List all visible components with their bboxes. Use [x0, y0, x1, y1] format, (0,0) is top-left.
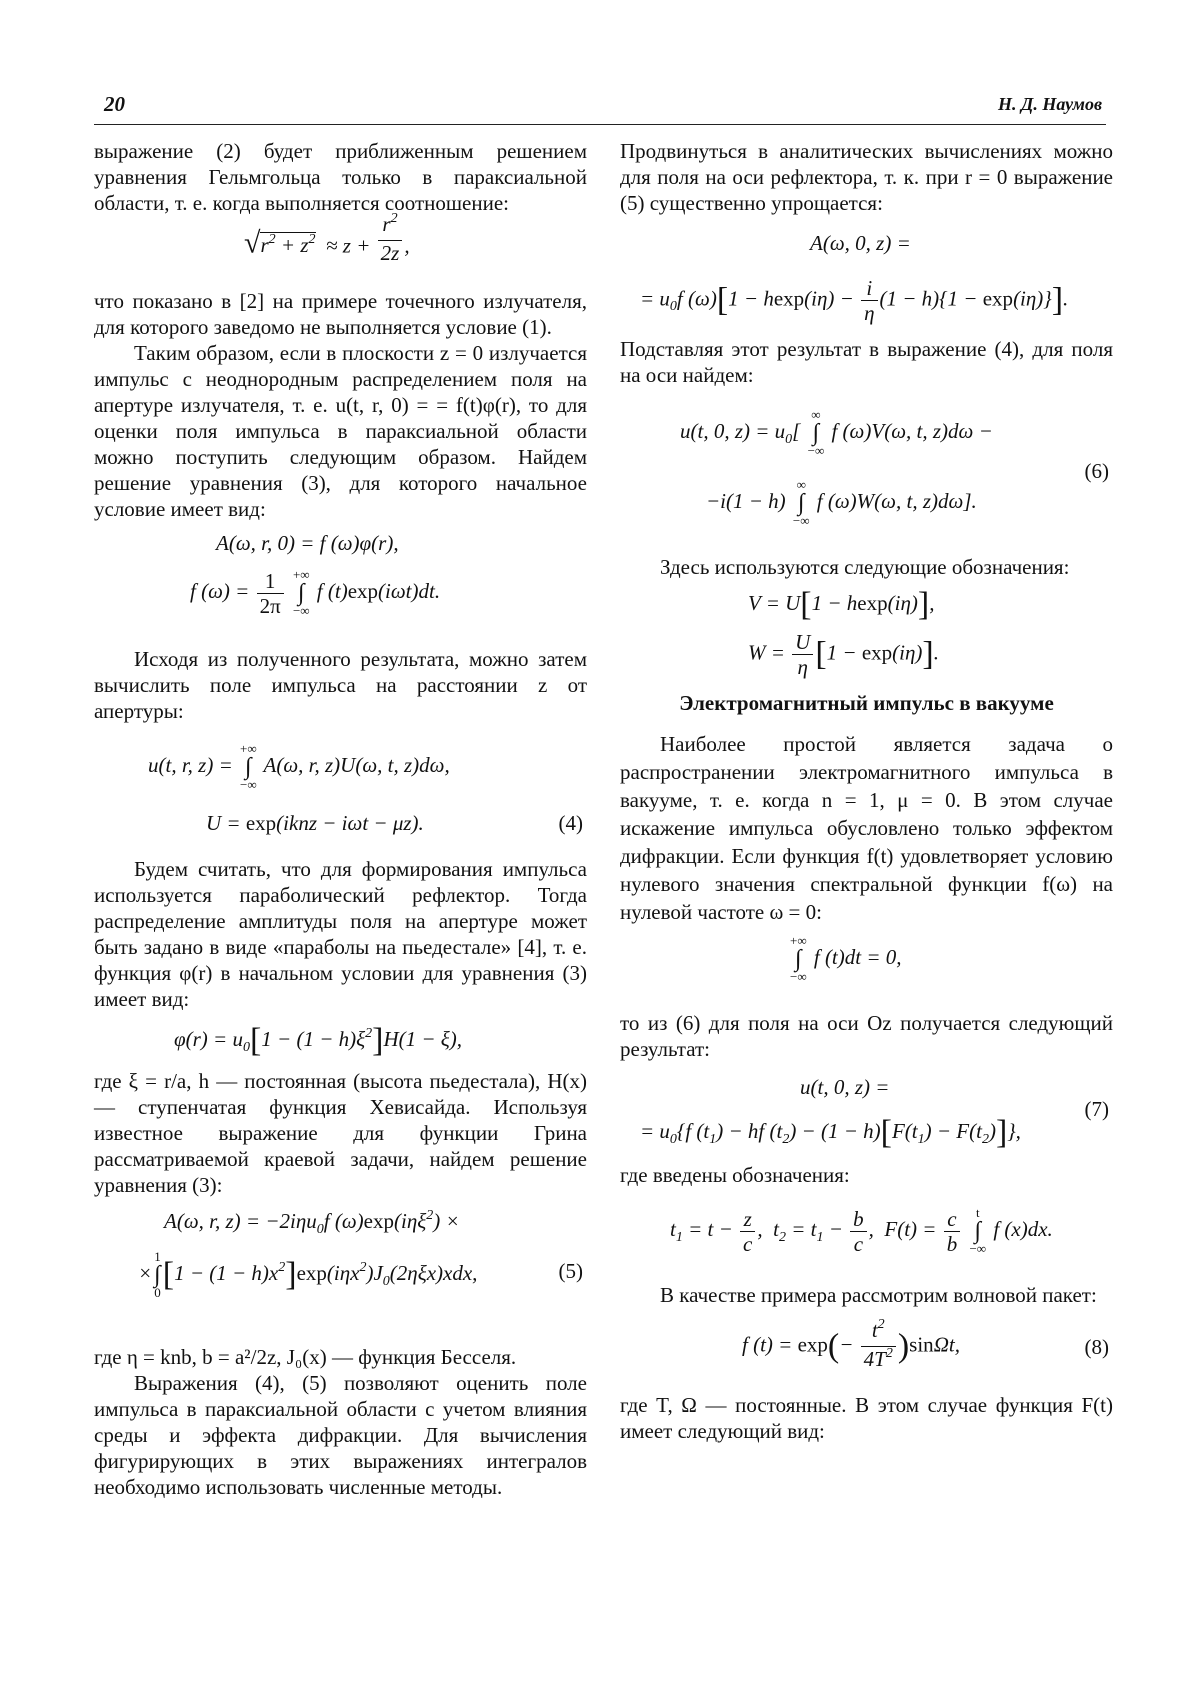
running-header	[94, 92, 1106, 124]
paragraph: Исходя из полученного результата, можно затем вычислить поле импульса на расстоянии z от апертуры:	[94, 647, 587, 723]
paragraph: где ξ = r/a, h — постоянная (высота пьедестала), H(x) — ступенчатая функция Хевисайда. Используя известное выражение для функции Грина рассматриваемой краевой задачи, найдем решение уравнения (3):	[94, 1069, 587, 1197]
equation-notation-vw: V = U[1 − hexp(iη)], W = $\frac{U}{\eta}$ [1 − exp(iη)].	[748, 586, 939, 679]
left-column	[94, 138, 587, 1500]
equation-t1-t2-F: $t_1 = t$ − $\frac{z}{c}$ , $t_2 = t_1$ − $\frac{b}{c}$ , F(t) = $\frac{c}{b}$ t ∫ −∞ f (x)dx.	[670, 1205, 1053, 1256]
paragraph: Подставляя этот результат в выражение (4), для поля на оси найдем:	[620, 337, 1113, 387]
equation-7: u(t, 0, z) = = $u_0\{f$ $(t_1)$ − hf $(t_2) - (1 - h)[F(t_1) - F(t_2)]$}, (7)	[640, 1075, 1109, 1152]
paragraph: где T, Ω — постоянные. В этом случае функция F(t) имеет следующий вид:	[620, 1393, 1113, 1443]
paragraph: Продвинуться в аналитических вычислениях можно для поля на оси рефлектора, т. к. при r = 0 выражение (5) существенно упрощается:	[620, 139, 1113, 215]
paragraph: то из (6) для поля на оси Oz получается следующий результат:	[620, 1011, 1113, 1061]
equation-sqrt-approx: $√r^2 + z^2 \approx z$ + $\frac{r^2}{2z}$ ,	[244, 211, 410, 265]
paragraph: Будем считать, что для формирования импульса используется параболический рефлектор. Тогда распределение амплитуды поля на апертуре может быть задано в виде «параболы на пьедестале» [4], т. е. функция φ(r) в начальном условии для уравнения (3) имеет вид:	[94, 857, 587, 1011]
paragraph: В качестве примера рассмотрим волновой пакет:	[660, 1283, 1097, 1307]
equation-number: (4)	[558, 811, 583, 835]
paragraph: Наиболее простой является задача о распространении электромагнитного импульса в вакууме, т. е. когда n = 1, μ = 0. В этом случае искажение импульса обусловлено только эффектом дифракции. Если функция f(t) удовлетворяет условию нулевого значения спектральной функции f(ω) на нулевой частоте ω = 0:	[620, 732, 1113, 924]
equation-axis-field: A(ω, 0, z) = = $u_0f$ (ω)[1 − hexp(iη) − $\frac{i}{\eta}$ (1 − h){1 − exp(iη)}].	[640, 231, 1069, 325]
paragraph: выражение (2) будет приближенным решением уравнения Гельмгольца только в параксиальной области, т. е. когда выполняется соотношение:	[94, 139, 587, 215]
paragraph: где введены обозначения:	[620, 1163, 850, 1187]
header-rule	[94, 124, 1106, 125]
section-heading: Электромагнитный импульс в вакууме	[679, 691, 1054, 715]
equation-6: u(t, 0, $z) = u_0$[ ∞ ∫ −∞ f (ω)V(ω, t, z)dω − −i(1 − h) ∞ ∫ −∞ f (ω)W(ω, t, z)dω]. (6)	[680, 407, 1109, 528]
equation-phi: $\varphi(r) = u_0[1 - (1 - h)\xi^2]H(1 - \xi)$,	[174, 1022, 463, 1060]
equation-number: (8)	[1084, 1335, 1109, 1359]
equation-zero-mean: +∞ ∫ −∞ f (t)dt = 0,	[790, 933, 902, 984]
equation-initial-condition: A(ω, r, 0) = f (ω)φ(r), f (ω) = $\frac{1}{2\pi}$ +∞ ∫ −∞ f (t)exp(iωt)dt.	[190, 531, 441, 618]
paragraph: Таким образом, если в плоскости z = 0 излучается импульс с неоднородным распределением поля на апертуре излучателя, т. е. u(t, r, 0) = = f(t)φ(r), то для оценки поля импульса в параксиальной области можно поступить следующим образом. Найдем решение уравнения (3), для которого начальное условие имеет вид:	[94, 341, 587, 521]
equation-number: (6)	[1084, 459, 1109, 483]
paragraph: где η = knb, b = a²/2z, J₀(x) — функция Бесселя.	[94, 1345, 517, 1369]
running-author: Н. Д. Наумов	[998, 94, 1102, 114]
equation-5: A(ω, r, z) = −2iηu$_0$f (ω)exp(iηξ$^2$) × × 1 ∫ 0 $[1 - (1 - h)x^2]\exp(i\eta x^2)J_0(2\eta\xi x)xdx$, (5)	[138, 1208, 583, 1300]
right-column	[620, 138, 1113, 1444]
paragraph: что показано в [2] на примере точечного излучателя, для которого заведомо не выполняется условие (1).	[94, 289, 587, 339]
equation-number: (7)	[1084, 1097, 1109, 1121]
equation-8: f (t) = exp(− $\frac{t^2}{4T^2}$ )sinΩt, (8)	[742, 1317, 1109, 1371]
paragraph: Выражения (4), (5) позволяют оценить поле импульса в параксиальной области с учетом влияния среды и эффекта дифракции. Для вычисления фигурирующих в этих выражениях интегралов необходимо использовать численные методы.	[94, 1371, 587, 1499]
paragraph: Здесь используются следующие обозначения:	[660, 555, 1070, 579]
page-number: 20	[104, 92, 125, 116]
equation-4: u(t, r, z) = +∞ ∫ −∞ A(ω, r, z)U(ω, t, z)dω, U = exp(iknz − iωt − μz). (4)	[148, 741, 583, 835]
equation-number: (5)	[558, 1259, 583, 1283]
